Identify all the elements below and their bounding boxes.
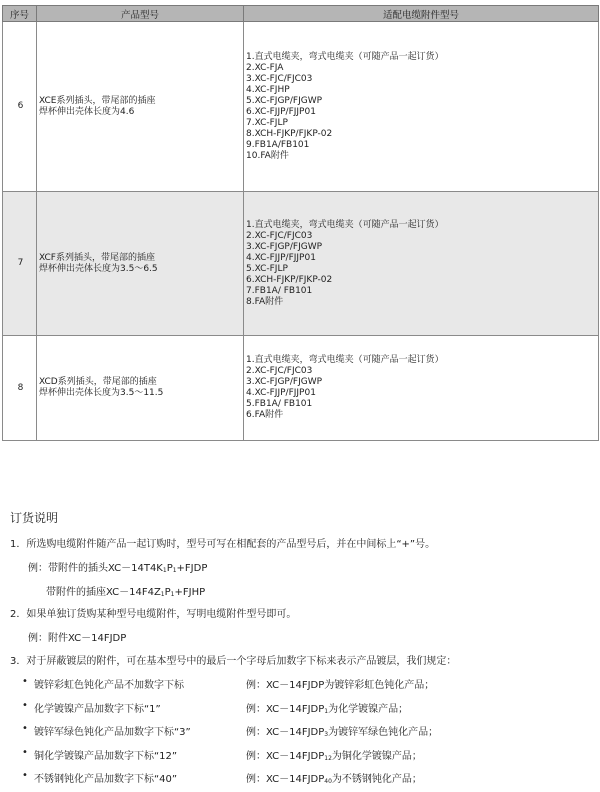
product-line: XCF系列插头，带尾部的插座 <box>39 252 155 263</box>
accessory-line: 5.XC-FJLP <box>246 263 288 274</box>
product-line: XCD系列插头，带尾部的插座 <box>39 377 157 387</box>
plating-rule: 化学镀镍产品加数字下标“1” <box>34 704 161 715</box>
example-text: 例：XC－14FJDP <box>246 751 325 762</box>
accessory-line: 5.FB1A/ FB101 <box>246 399 313 409</box>
accessory-line: 10.FA附件 <box>246 150 289 161</box>
row-serial-no: 7 <box>3 192 37 336</box>
row-serial-no: 8 <box>3 336 37 441</box>
plating-rule: 镀锌军绿色钝化产品加数字下标“3” <box>34 727 191 738</box>
row-serial-no: 6 <box>3 22 37 192</box>
row-accessories <box>244 192 599 336</box>
accessory-line: 4.XC-FJHP <box>246 84 290 95</box>
plating-example <box>246 770 422 785</box>
accessory-line: 2.XC-FJC/FJC03 <box>246 230 313 241</box>
accessory-line: 6.XC-FJJP/FJJP01 <box>246 106 316 117</box>
accessory-line: 3.XC-FJGP/FJGWP <box>246 377 323 387</box>
plating-example <box>246 676 434 691</box>
accessory-line: 2.XC-FJA <box>246 62 284 73</box>
bullet-icon: • <box>22 676 28 687</box>
example-text: 例：XC－14FJDP <box>246 774 325 785</box>
accessory-line: 5.XC-FJGP/FJGWP <box>246 95 323 106</box>
accessory-line: 7.XC-FJLP <box>246 117 288 128</box>
header-serial-no: 序号 <box>3 6 37 22</box>
accessory-line: 4.XC-FJJP/FJJP01 <box>246 252 316 263</box>
product-line: 焊杯伸出壳体长度为3.5～6.5 <box>39 263 158 274</box>
ordering-item-3: 3．对于屏蔽镀层的附件，可在基本型号中的最后一个字母后加数字下标来表示产品镀层，我们规定： <box>10 656 457 667</box>
accessory-line: 7.FB1A/ FB101 <box>246 285 313 296</box>
subscript: 3 <box>324 731 329 738</box>
ordering-title: 订货说明 <box>10 511 59 525</box>
subscript: 1 <box>160 591 165 598</box>
accessory-line: 8.XCH-FJKP/FJKP-02 <box>246 128 333 139</box>
example-text: +FJDP <box>176 563 208 574</box>
table-row <box>3 22 599 192</box>
subscript: 12 <box>324 755 332 762</box>
example-text: 例：带附件的插头XC－14T4K <box>28 563 163 574</box>
product-line: 焊杯伸出壳体长度为3.5～11.5 <box>39 388 164 398</box>
example-text: P <box>166 563 173 574</box>
row-product <box>37 192 244 336</box>
example-text: 为镀锌彩虹色钝化产品； <box>324 680 435 691</box>
row-product <box>37 336 244 441</box>
table-header-row <box>3 6 599 22</box>
example-socket <box>46 583 205 598</box>
plating-rule: 不锈钢钝化产品加数字下标“40” <box>34 774 178 785</box>
table-row <box>3 336 599 441</box>
header-product-model: 产品型号 <box>37 6 244 22</box>
example-text: P <box>164 587 171 598</box>
plating-rule: 镀锌彩虹色钝化产品不加数字下标 <box>34 680 184 691</box>
plating-rule: 铜化学镀镍产品加数字下标“12” <box>34 751 178 762</box>
accessory-spec-table <box>2 5 599 441</box>
accessory-line: 3.XC-FJGP/FJGWP <box>246 241 323 252</box>
table-row <box>3 192 599 336</box>
example-accessory: 例：附件XC－14FJDP <box>28 633 127 644</box>
subscript: 1 <box>162 567 167 574</box>
example-text: 为铜化学镀镍产品； <box>331 751 422 762</box>
accessory-line: 3.XC-FJC/FJC03 <box>246 73 313 84</box>
example-plug <box>28 559 207 574</box>
bullet-icon: • <box>22 700 28 711</box>
accessory-line: 1.直式电缆夹，弯式电缆夹（可随产品一起订货） <box>246 219 444 230</box>
accessory-line: 6.XCH-FJKP/FJKP-02 <box>246 274 333 285</box>
example-text: 为镀锌军绿色钝化产品； <box>328 727 439 738</box>
ordering-item-2: 2．如果单独订货购某种型号电缆附件，写明电缆附件型号即可。 <box>10 609 297 620</box>
accessory-line: 6.FA附件 <box>246 410 284 420</box>
accessory-line: 8.FA附件 <box>246 296 284 307</box>
subscript: 1 <box>324 708 329 715</box>
accessory-line: 1.直式电缆夹，弯式电缆夹（可随产品一起订货） <box>246 355 444 365</box>
subscript: 1 <box>170 591 175 598</box>
plating-example <box>246 723 438 738</box>
plating-example <box>246 700 408 715</box>
example-text: 带附件的插座XC－14F4Z <box>46 587 161 598</box>
example-text: 例：XC－14FJDP <box>246 704 325 715</box>
ordering-item-1: 1．所选购电缆附件随产品一起订购时，型号可写在相配套的产品型号后，并在中间标上“+”号。 <box>10 539 436 550</box>
accessory-line: 4.XC-FJJP/FJJP01 <box>246 388 316 398</box>
row-accessories <box>244 22 599 192</box>
bullet-icon: • <box>22 747 28 758</box>
example-text: 为不锈钢钝化产品； <box>331 774 422 785</box>
accessory-line: 2.XC-FJC/FJC03 <box>246 366 313 376</box>
row-accessories <box>244 336 599 441</box>
accessory-line: 1.直式电缆夹，弯式电缆夹（可随产品一起订货） <box>246 51 444 62</box>
subscript: 40 <box>324 778 332 785</box>
accessory-line: 9.FB1A/FB101 <box>246 139 310 150</box>
bullet-icon: • <box>22 723 28 734</box>
example-text: 例：XC－14FJDP <box>246 727 325 738</box>
example-text: 例：XC－14FJDP <box>246 680 325 691</box>
bullet-icon: • <box>22 770 28 781</box>
example-text: +FJHP <box>174 587 206 598</box>
header-accessory-model: 适配电缆附件型号 <box>244 6 599 22</box>
product-line: XCE系列插头，带尾部的插座 <box>39 95 156 106</box>
product-line: 焊杯伸出壳体长度为4.6 <box>39 106 135 117</box>
subscript: 1 <box>172 567 177 574</box>
plating-example <box>246 747 422 762</box>
row-product <box>37 22 244 192</box>
example-text: 为化学镀镍产品； <box>328 704 409 715</box>
